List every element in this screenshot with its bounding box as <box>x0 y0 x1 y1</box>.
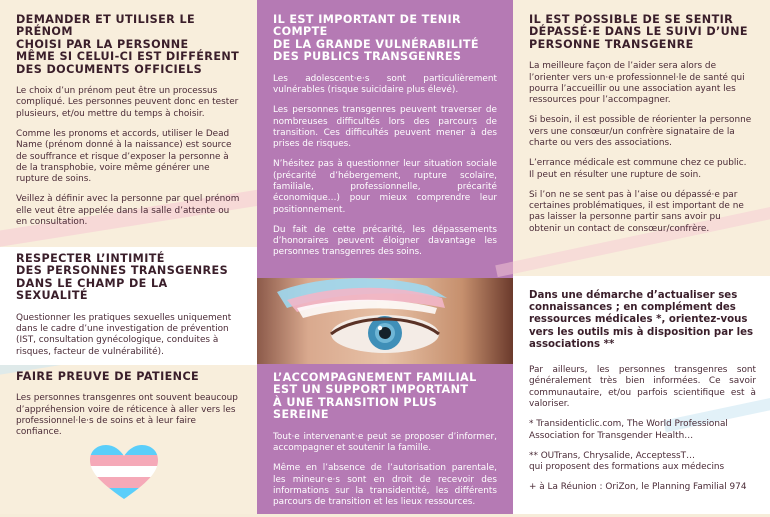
section-famille-title: L’ACCOMPAGNEMENT FAMILIAL EST UN SUPPORT IMPORTANT À UNE TRANSITION PLUS SEREINE <box>273 371 477 422</box>
section-prenom-title: DEMANDER ET UTILISER LE PRÉNOM CHOISI PAR LA PERSONNE MÊME SI CELUI-CI EST DIFFÉRENT DES DOCUMENTS OFFICIELS <box>16 13 240 76</box>
resources-p4: + à La Réunion : OriZon, le Planning Familial 974 <box>529 482 747 493</box>
section-prenom-p3: Veillez à définir avec la personne par quel prénom elle veut être appelée dans la salle d’attente ou en consultation. <box>16 194 240 227</box>
section-vulnerabilite-p2: Les personnes transgenres peuvent traverser de nombreuses difficultés lors des parcours de transition. Ces difficultés peuvent mener à des prises de risques. <box>273 105 497 150</box>
section-patience-title: FAIRE PREUVE DE PATIENCE <box>16 370 200 383</box>
section-famille-p1: Tout·e intervenant·e peut se proposer d’informer, accompagner et soutenir la famille. <box>273 431 497 453</box>
section-depasse <box>513 14 770 244</box>
column-middle <box>257 0 513 514</box>
eye-photo <box>257 278 513 364</box>
section-vulnerabilite-p3: N’hésitez pas à questionner leur situation sociale (précarité d’hébergement, rupture scolaire, familiale, professionnelle, précarité économique…) pour mieux comprendre leur positionnement. <box>273 159 497 215</box>
resources-content <box>529 290 756 503</box>
section-depasse-p2: Si besoin, il est possible de réorienter la personne vers une consœur/un confrère signataire de la charte ou vers des associations. <box>529 115 752 148</box>
section-patience <box>0 371 257 448</box>
section-depasse-title: IL EST POSSIBLE DE SE SENTIR DÉPASSÉ·E DANS LE SUIVI D’UNE PERSONNE TRANSGENRE <box>529 13 748 51</box>
resources-p1: Par ailleurs, les personnes transgenres sont généralement très bien informées. Ce savoir communautaire, et/ou parfois scientifique est à valoriser. <box>529 365 756 409</box>
section-vulnerabilite-p4: Du fait de cette précarité, les dépassements d’honoraires peuvent éloigner davantage les personnes transgenres des soins. <box>273 224 497 258</box>
resources-box <box>513 276 770 514</box>
section-prenom-p1: Le choix d’un prénom peut être un processus compliqué. Les personnes peuvent donc en tester plusieurs, et/ou mettre du temps à choisir. <box>16 86 239 119</box>
section-intimite <box>0 253 257 367</box>
section-patience-p1: Les personnes transgenres ont souvent beaucoup d’appréhension voire de réticence à aller vers les professionnel·le·s de soins et à leur faire confiance. <box>16 393 238 438</box>
section-depasse-p4: Si l’on ne se sent pas à l’aise ou dépassé·e par certaines problématiques, il est important de ne pas laisser la personne partir sans avoir pu obtenir un contact de consœur/confrère. <box>529 189 744 234</box>
section-vulnerabilite <box>257 14 513 268</box>
column-left <box>0 0 257 514</box>
section-famille <box>257 372 513 517</box>
eye-illustration <box>257 278 513 364</box>
resources-p2: * Transidenticlic.com, The World Professional Association for Transgender Health… <box>529 419 728 441</box>
section-depasse-p1: La meilleure façon de l’aider sera alors de l’orienter vers un·e professionnel·le de santé qui pourra l’accueillir ou une association ayant les ressources pour l’accompagner. <box>529 61 745 106</box>
section-prenom-p2: Comme les pronoms et accords, utiliser le Dead Name (prénom donné à la naissance) est source de souffrance et risque d’exposer la personne à de la transphobie, voire même générer une rupture de soins. <box>16 128 232 185</box>
section-vulnerabilite-title: IL EST IMPORTANT DE TENIR COMPTE DE LA GRANDE VULNÉRABILITÉ DES PUBLICS TRANSGENRES <box>273 13 479 64</box>
resources-lead: Dans une démarche d’actualiser ses connaissances ; en complément des ressources médicales *, orientez-vous vers les outils mis à disposition par les associations ** <box>529 290 754 350</box>
section-intimite-title: RESPECTER L’INTIMITÉ DES PERSONNES TRANSGENRES DANS LE CHAMP DE LA SEXUALITÉ <box>16 252 229 303</box>
section-intimite-p1: Questionner les pratiques sexuelles uniquement dans le cadre d’une investigation de prévention (IST, consultation gynécologique, conduites à risques, facteur de vulnérabilité). <box>16 312 232 357</box>
section-famille-p2: Même en l’absence de l’autorisation parentale, les mineur·e·s sont en droit de recevoir des informations sur la transidentité, les différents parcours de transition et les lieux ressources. <box>273 463 497 508</box>
section-prenom <box>0 14 257 237</box>
section-vulnerabilite-p1: Les adolescent·e·s sont particulièrement vulnérables (risque suicidaire plus élevé). <box>273 73 497 95</box>
trans-flag-heart-icon <box>88 443 160 501</box>
section-depasse-p3: L’errance médicale est commune chez ce public. Il peut en résulter une rupture de soin. <box>529 158 747 180</box>
resources-p3: ** OUTrans, Chrysalide, AcceptessT… qui proposent des formations aux médecins <box>529 450 725 473</box>
